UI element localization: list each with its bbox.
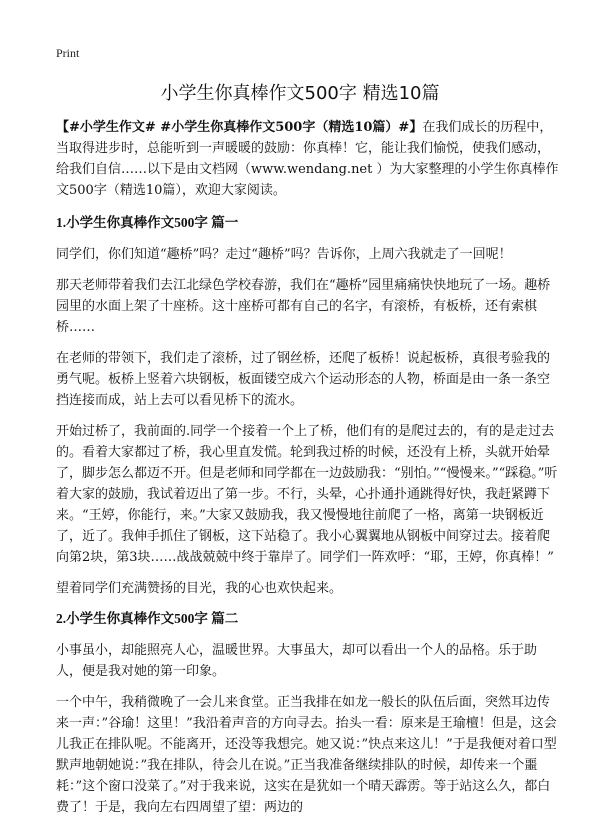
section-heading: 2.小学生你真棒作文500字 篇二 <box>56 611 239 626</box>
intro-text: 在我们成长的历程中，当取得进步时，总能听到一声暖暖的鼓励：你真棒！它，能让我们愉悦，使我们感动，给我们自信……以下是由文档网（www.wendang.net ）为大家整理的小学生你真棒作文500字（精选10篇），欢迎大家阅读。 <box>56 120 559 198</box>
intro-tag: 【#小学生作文# #小学生你真棒作文500字（精选10篇）#】 <box>56 120 423 135</box>
paragraph: 同学们，你们知道“趣桥”吗？走过“趣桥”吗？告诉你，上周六我就走了一回呢！ <box>56 247 512 262</box>
print-link[interactable]: Print <box>56 46 80 60</box>
paragraph: 开始过桥了，我前面的.同学一个接着一个上了桥，他们有的是爬过去的，有的是走过去的。看着大家都过了桥，我心里直发慌。轮到我过桥的时候，还没有上桥，头就开始晕了，脚步怎么都迈不开。但是老师和同学都在一边鼓励我：“别怕。”“慢慢来。”“踩稳。”听着大家的鼓励，我试着迈出了第一步。不行，头晕，心扑通扑通跳得好快，我赶紧蹲下来。“王婷，你能行，来。”大家又鼓励我，我又慢慢地往前爬了一格，离第一块钢板近了，近了。我伸手抓住了钢板，这下站稳了。我小心翼翼地从钢板中间穿过去。接着爬向第2块，第3块……战战兢兢中终于靠岸了。同学们一阵欢呼：“耶，王婷，你真棒！” <box>56 424 558 565</box>
intro-paragraph <box>56 117 562 201</box>
paragraph: 望着同学们充满赞扬的目光，我的心也欢快起来。 <box>56 581 343 596</box>
article-body <box>56 117 562 828</box>
page-title: 小学生你真棒作文500字 精选10篇 <box>160 83 440 104</box>
paragraph: 一个中午，我稍微晚了一会儿来食堂。正当我排在如龙一般长的队伍后面，突然耳边传来一声：”谷瑜！这里！”我沿着声音的方向寻去。抬头一看：原来是王瑜檀！但是，这会儿我正在排队呢。不能离开，还没等我想完。她又说：”快点来这儿！”于是我便对着口型默声地朝她说：”我在排队，待会儿在说。”正当我准备继续排队的时候，却传来一个噩耗：”这个窗口没菜了。”对于我来说，这实在是犹如一个晴天霹雳。等于站这么久，都白费了！于是，我向左右四周望了望：两边的 <box>56 695 557 815</box>
section-1 <box>56 213 562 599</box>
paragraph: 在老师的带领下，我们走了滚桥，过了钢丝桥，还爬了板桥！说起板桥，真很考验我的勇气呢。板桥上竖着六块钢板，板面镂空成六个运动形态的人物，桥面是由一条一条空挡连接而成，站上去可以看见桥下的流水。 <box>56 351 551 408</box>
paragraph: 那天老师带着我们去江北绿色学校春游，我们在“趣桥”园里痛痛快快地玩了一场。趣桥园里的水面上架了十座桥。这十座桥可都有自己的名字，有滚桥，有板桥，还有索棋桥…… <box>56 278 551 335</box>
section-2 <box>56 609 562 818</box>
section-heading: 1.小学生你真棒作文500字 篇一 <box>56 215 239 230</box>
paragraph: 小事虽小，却能照亮人心，温暖世界。大事虽大，却可以看出一个人的品格。乐于助人，便是我对她的第一印象。 <box>56 643 538 679</box>
